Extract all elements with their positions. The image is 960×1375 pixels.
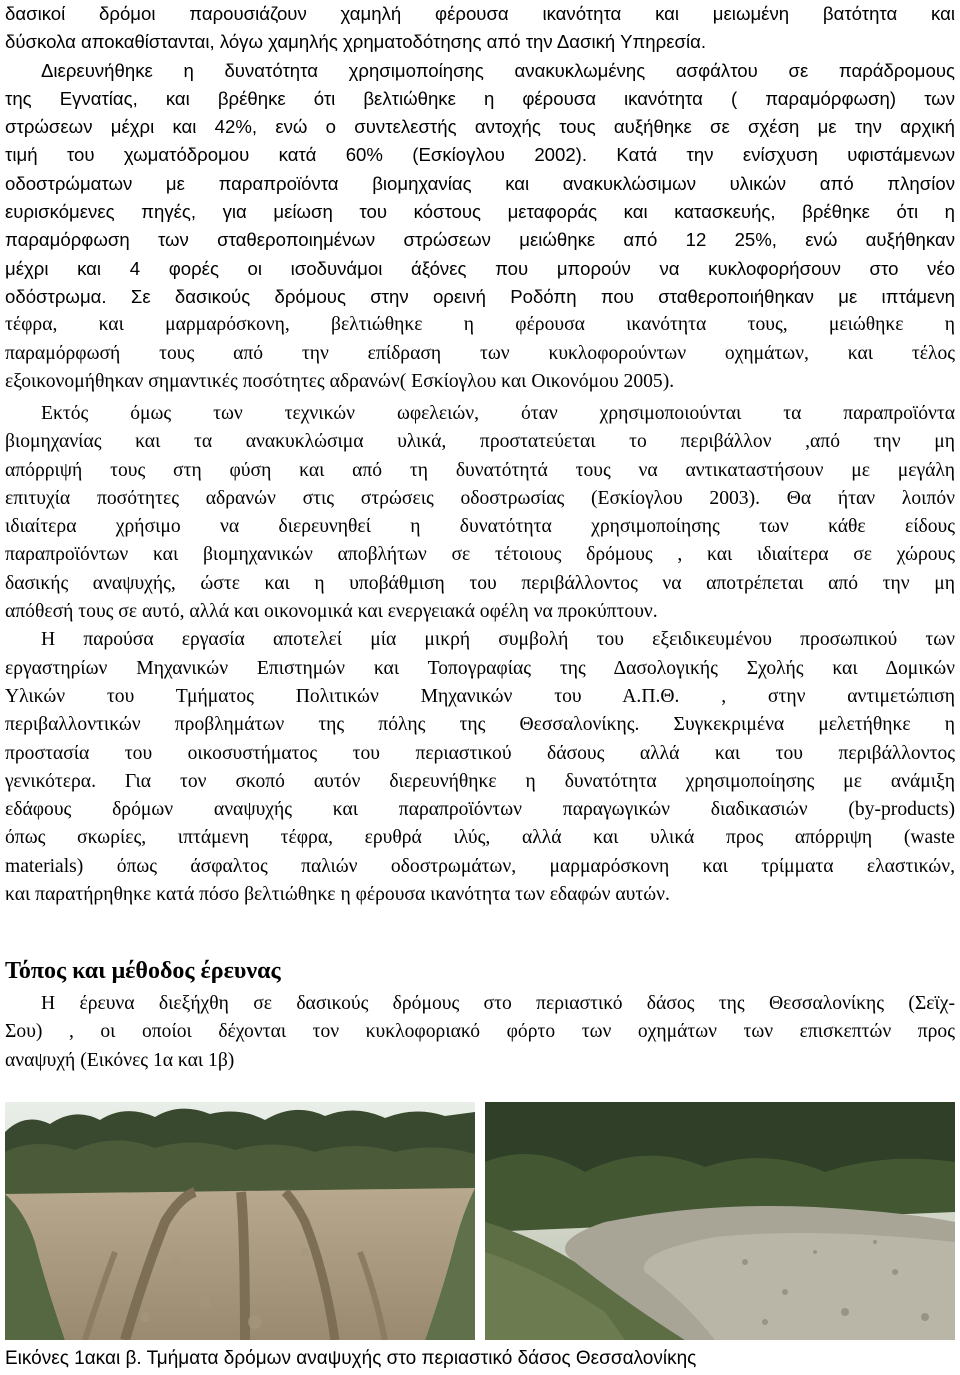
text-line: ιδιαίτερα χρήσιμο να διερευνηθεί η δυνατότητα χρησιμοποίησης των κάθε είδους [5,516,955,538]
photo-forest-road-bend [485,1102,955,1340]
text-line: παραμόρφωσή τους από την επίδραση των κυκλοφορούντων οχημάτων, και τέλος [5,342,955,364]
text-line: materials) όπως άσφαλτος παλιών οδοστρωμάτων, μαρμαρόσκονη και τρίμματα ελαστικών, [5,855,955,877]
text-line: απόθεσή τους σε αυτό, αλλά και οικονομικά και ενεργειακά οφέλη να προκύπτουν. [5,601,658,623]
text-line: τέφρα, και μαρμαρόσκονη, βελτιώθηκε η φέρουσα ικανότητα τους, μειώθηκε η [5,314,955,336]
figure-photos [5,1102,955,1340]
text-line: Εκτός όμως των τεχνικών ωφελειών, όταν χρησιμοποιούνται τα παραπροϊόντα [41,403,955,424]
text-line: στρώσεων μέχρι και 42%, ενώ ο συντελεστής αντοχής τους αυξήθηκε σε σχέση με την αρχική [5,116,955,138]
text-line: εργαστηρίων Μηχανικών Επιστημών και Τοπογραφίας της Δασολογικής Σχολής και Δομικών [5,657,955,679]
text-line: Σου) , οι οποίοι δέχονται τον κυκλοφοριακό φόρτο των οχημάτων των επισκεπτών προς [5,1021,955,1043]
text-line: απόρριψή τους στη φύση και από τη δυνατότητά τους να αντικαταστήσουν με μεγάλη [5,459,955,481]
text-line: περιβαλλοντικών προβλημάτων της πόλης της Θεσσαλονίκης. Συγκεκριμένα μελετήθηκε η [5,714,955,736]
text-line: δύσκολα αποκαθίστανται, λόγω χαμηλής χρηματοδότησης από την Δασική Υπηρεσία. [5,31,707,53]
text-line: τιμή του χωματόδρομου κατά 60% (Εσκίογλου 2002). Κατά την ενίσχυση υφιστάμενων [5,144,955,166]
text-line: δασικής αναψυχής, ώστε και η υποβάθμιση του περιβάλλοντος να αποτρέπεται από την μη [5,572,955,594]
text-line: ευρισκόμενες πηγές, για μείωση του κόστους μεταφοράς και κατασκευής, βρέθηκε ότι η [5,201,955,223]
section-heading: Τόπος και μέθοδος έρευνας [5,958,281,984]
text-line: προστασία του οικοσυστήματος του περιαστικού δάσους αλλά και του περιβάλλοντος [5,742,955,764]
figure-caption: Εικόνες 1ακαι β. Τμήματα δρόμων αναψυχής στο περιαστικό δάσος Θεσσαλονίκης [5,1348,697,1369]
text-line: μέχρι και 4 φορές οι ισοδυνάμοι άξόνες που μπορούν να κυκλοφορήσουν στο νέο [5,257,955,279]
text-line: Διερευνήθηκε η δυνατότητα χρησιμοποίησης ανακυκλωμένης ασφάλτου σε παράδρομους [41,59,955,81]
text-line: επιτυχία ποσότητες αδρανών στις στρώσεις οδοστρωσίας (Εσκίογλου 2003). Θα ήταν λοιπόν [5,487,955,509]
text-line: γενικότερα. Για τον σκοπό αυτόν διερευνήθηκε η δυνατότητα χρησιμοποίησης με ανάμιξη [5,770,955,792]
text-line: και παρατήρηθηκε κατά πόσο βελτιώθηκε η φέρουσα ικανότητα των εδαφών αυτών. [5,884,670,906]
text-line: παραμόρφωση των σταθεροποιημένων στρώσεων μειώθηκε από 12 25%, ενώ αυξήθηκαν [5,229,955,251]
section-paragraph [5,990,955,1075]
text-line: όπως σκωρίες, ιπτάμενη τέφρα, ερυθρά ιλύς, αλλά και υλικά προς απόρριψη (waste [5,827,955,849]
text-line: της Εγνατίας, και βρέθηκε ότι βελτιώθηκε η φέρουσα ικανότητα ( παραμόρφωση) των [5,87,955,109]
photo-dirt-road-ruts [5,1102,475,1340]
text-line: εξοικονομήθηκαν σημαντικές ποσότητες αδρανών( Εσκίογλου και Οικονόμου 2005). [5,370,675,392]
text-line: παραπροϊόντων και βιομηχανικών αποβλήτων σε τέτοιους δρόμους , και ιδιαίτερα σε χώρους [5,544,955,566]
text-line: βιομηχανίας και τα ανακυκλώσιμα υλικά, προστατεύεται το περιβάλλον ,από την μη [5,431,955,453]
text-line: Η έρευνα διεξήχθη σε δασικούς δρόμους στο περιαστικό δάσος της Θεσσαλονίκης (Σεϊχ- [41,993,955,1014]
text-line: οδοστρώματων με παραπροϊόντα βιομηχανίας και ανακυκλώσιμων υλικών από πλησίον [5,172,955,194]
text-line: δασικοί δρόμοι παρουσιάζουν χαμηλή φέρουσα ικανότητα και μειωμένη βατότητα και [5,3,955,24]
intro-paragraph [5,0,955,396]
text-line: Η παρούσα εργασία αποτελεί μία μικρή συμβολή του εξειδικευμένου προσωπικού των [41,629,955,651]
text-line: οδόστρωμα. Σε δασικούς δρόμους στην ορεινή Ροδόπη που σταθεροποιήθηκαν με ιπτάμενη [5,285,955,307]
text-line: εδάφους δρόμων αναψυχής και παραπροϊόντων παραγωγικών διαδικασιών (by-products) [5,799,955,821]
text-line: Υλικών του Τμήματος Πολιτικών Μηχανικών του Α.Π.Θ. , στην αντιμετώπιση [5,685,955,707]
body-paragraphs [5,400,955,909]
text-line: αναψυχή (Εικόνες 1α και 1β) [5,1049,235,1071]
